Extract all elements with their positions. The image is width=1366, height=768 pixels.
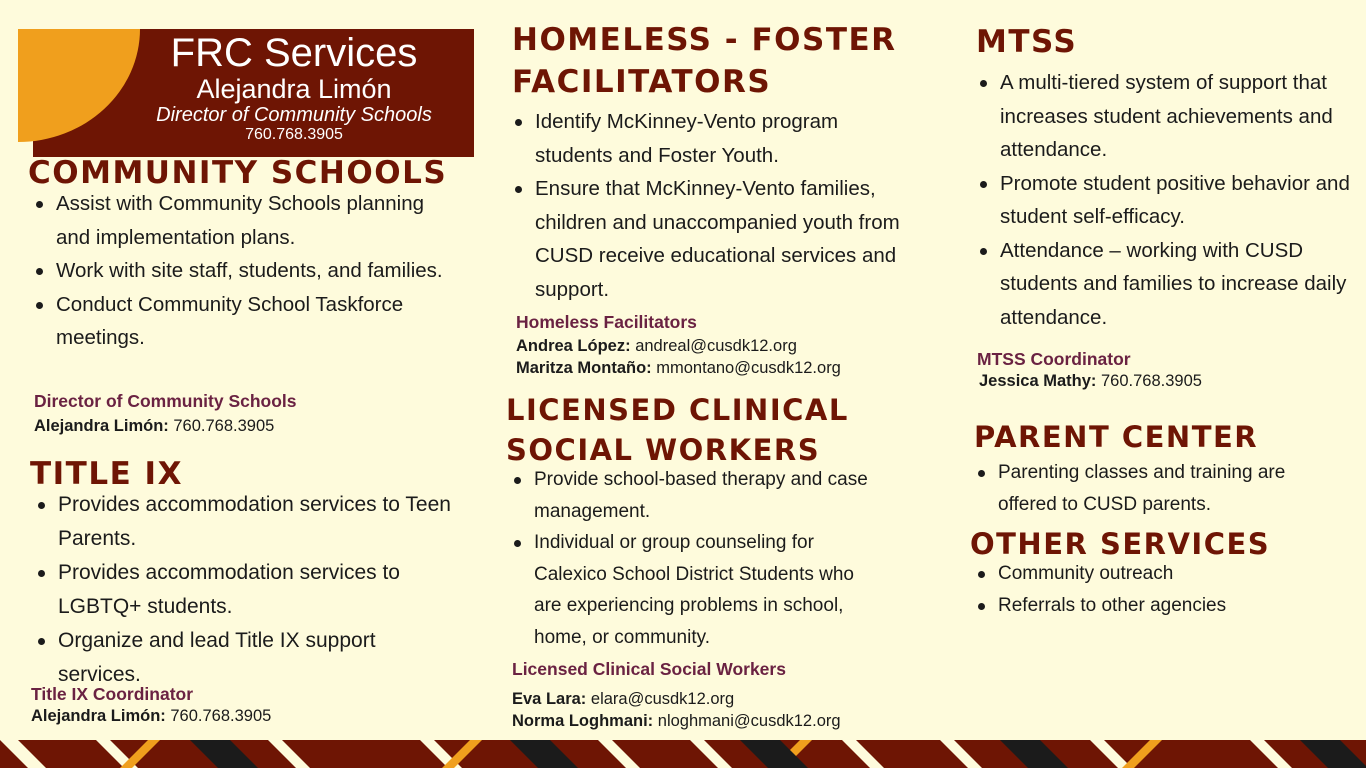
contact-email: mmontano@cusdk12.org <box>656 359 841 377</box>
community-schools-heading: COMMUNITY SCHOOLS <box>28 155 448 191</box>
list-item: Referrals to other agencies <box>972 590 1342 622</box>
mtss-heading: MTSS <box>976 24 1078 60</box>
lcsw-heading-line1: LICENSED CLINICAL <box>506 393 849 427</box>
homeless-contact-title: Homeless Facilitators <box>516 312 697 332</box>
list-item: Ensure that McKinney-Vento families, children and unaccompanied youth from CUSD receive educational services and support. <box>509 172 909 306</box>
list-item: Promote student positive behavior and student self-efficacy. <box>974 167 1354 234</box>
list-item: Provide school-based therapy and case management. <box>508 464 868 527</box>
lcsw-heading-line2: SOCIAL WORKERS <box>506 433 821 467</box>
contact-email: nloghmani@cusdk12.org <box>657 712 841 730</box>
contact-name: Norma Loghmani: <box>512 712 654 730</box>
list-item: Community outreach <box>972 558 1342 590</box>
director-role: Director of Community Schools <box>156 104 432 126</box>
community-schools-contact <box>34 415 274 437</box>
list-item: Work with site staff, students, and families. <box>30 254 450 288</box>
list-item: Conduct Community School Taskforce meetings. <box>30 288 450 355</box>
contact-name: Alejandra Limón: <box>31 707 166 725</box>
lcsw-contact-2 <box>512 710 841 732</box>
lcsw-contact-title: Licensed Clinical Social Workers <box>512 659 786 679</box>
banner-text <box>114 29 474 143</box>
homeless-list <box>509 105 909 306</box>
mtss-list <box>974 66 1354 334</box>
title-ix-heading: TITLE IX <box>30 456 183 492</box>
community-schools-contact-title: Director of Community Schools <box>34 391 297 411</box>
contact-email: andreal@cusdk12.org <box>635 337 797 355</box>
contact-name: Andrea López: <box>516 337 631 355</box>
homeless-contact-2 <box>516 357 841 379</box>
list-item: A multi-tiered system of support that increases student achievements and attendance. <box>974 66 1354 167</box>
other-services-heading: OTHER SERVICES <box>970 527 1271 561</box>
contact-phone: 760.768.3905 <box>1101 372 1202 390</box>
list-item: Individual or group counseling for Calexico School District Students who are experiencing problems in school, home, or community. <box>508 527 868 653</box>
title-ix-contact <box>31 705 271 727</box>
list-item: Identify McKinney-Vento program students and Foster Youth. <box>509 105 909 172</box>
decorative-stripe-border <box>0 740 1366 768</box>
parent-center-list <box>972 457 1342 520</box>
mtss-contact-title: MTSS Coordinator <box>977 349 1131 369</box>
contact-email: elara@cusdk12.org <box>590 690 735 708</box>
parent-center-heading: PARENT CENTER <box>974 420 1259 454</box>
contact-name: Maritza Montaño: <box>516 359 652 377</box>
list-item: Assist with Community Schools planning and implementation plans. <box>30 187 450 254</box>
title-ix-contact-title: Title IX Coordinator <box>31 684 194 704</box>
list-item: Attendance – working with CUSD students and families to increase daily attendance. <box>974 234 1354 335</box>
mtss-contact <box>979 370 1202 392</box>
contact-phone: 760.768.3905 <box>170 707 272 725</box>
homeless-heading-line1: HOMELESS - FOSTER <box>512 22 897 58</box>
director-phone: 760.768.3905 <box>245 126 343 143</box>
lcsw-contact-1 <box>512 688 734 710</box>
list-item: Parenting classes and training are offered to CUSD parents. <box>972 457 1342 520</box>
homeless-heading-line2: FACILITATORS <box>512 64 772 100</box>
title-ix-list <box>32 488 452 692</box>
community-schools-list <box>30 187 450 355</box>
lcsw-list <box>508 464 868 653</box>
list-item: Provides accommodation services to LGBTQ+ students. <box>32 556 452 624</box>
contact-name: Alejandra Limón: <box>34 417 169 435</box>
header-banner <box>18 15 474 142</box>
other-services-list <box>972 558 1342 621</box>
page-title: FRC Services <box>170 31 418 75</box>
contact-name: Jessica Mathy: <box>979 372 1097 390</box>
contact-name: Eva Lara: <box>512 690 587 708</box>
homeless-contact-1 <box>516 335 797 357</box>
contact-phone: 760.768.3905 <box>173 417 275 435</box>
director-name: Alejandra Limón <box>196 74 392 104</box>
list-item: Provides accommodation services to Teen Parents. <box>32 488 452 556</box>
list-item: Organize and lead Title IX support services. <box>32 624 452 692</box>
